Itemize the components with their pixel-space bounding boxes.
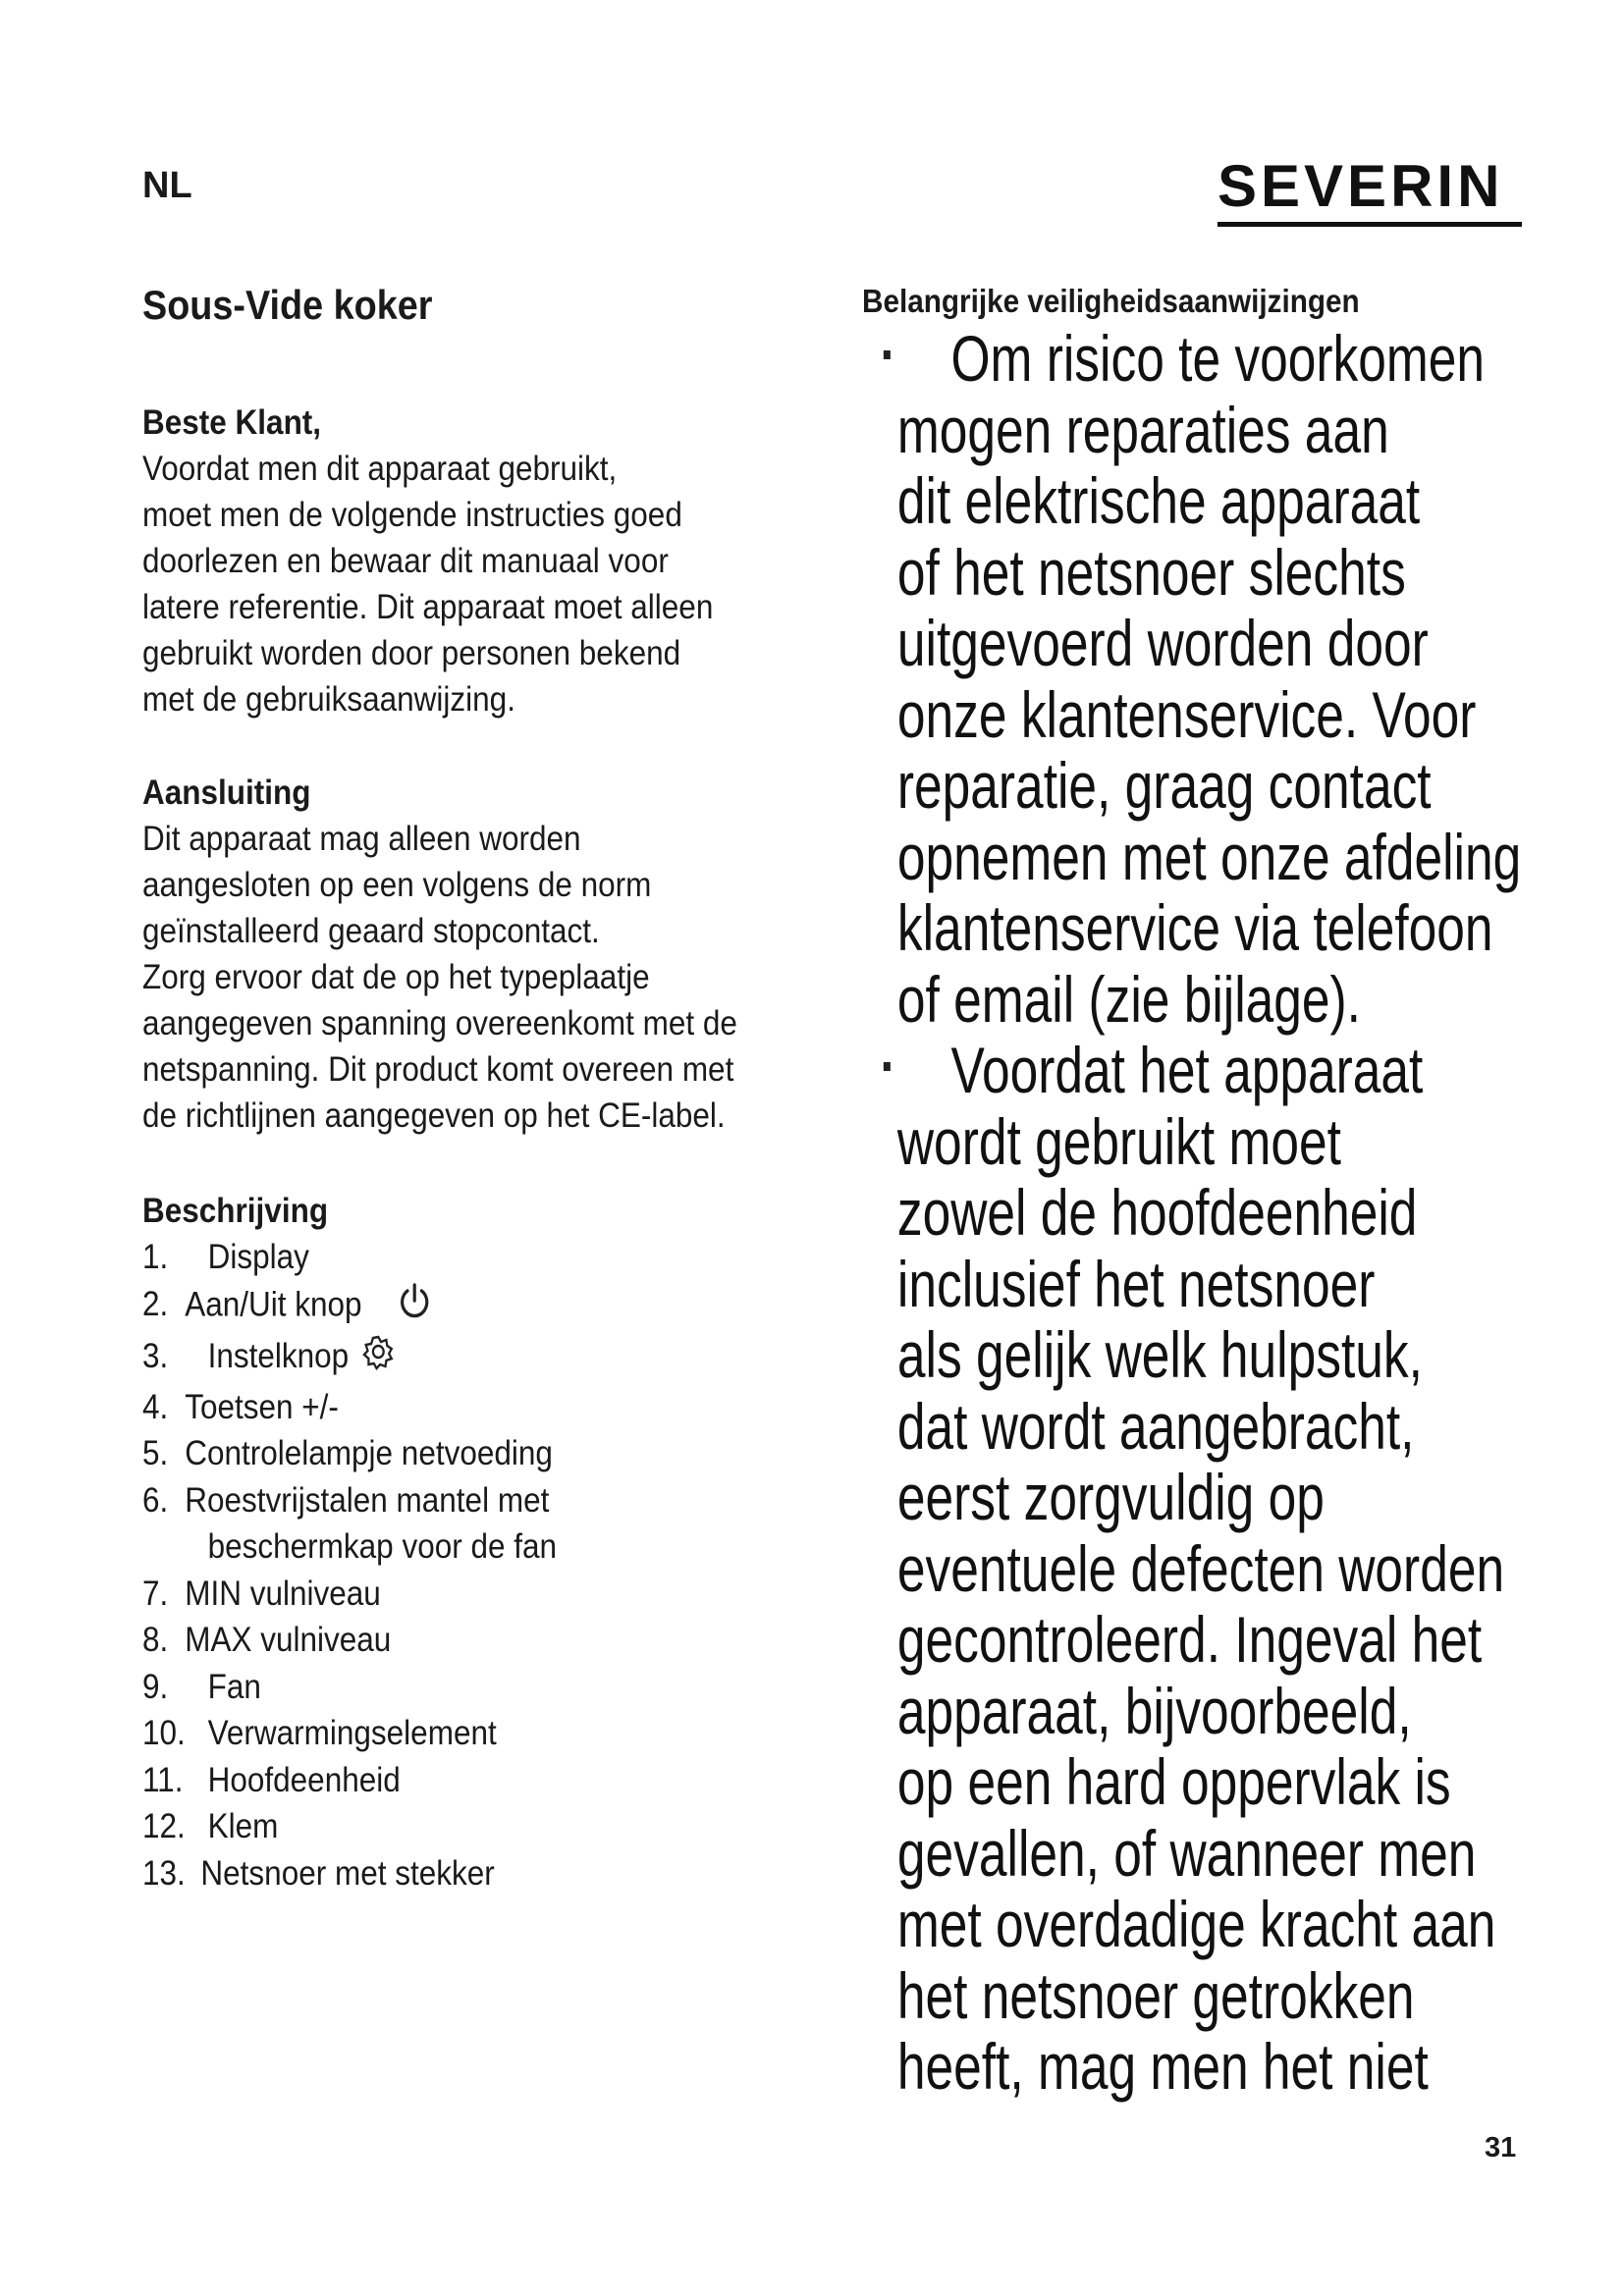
connection-line: Zorg ervoor dat de op het typeplaatje xyxy=(142,958,650,996)
item-number: 10. xyxy=(142,1714,186,1752)
connection-section xyxy=(142,770,830,1139)
safety-bullet xyxy=(862,1035,1549,2103)
item-label: Controlelampje netvoeding xyxy=(185,1434,553,1472)
parts-list xyxy=(142,1234,830,1896)
list-item xyxy=(142,1571,761,1618)
item-number: 11. xyxy=(142,1760,184,1799)
language-code: NL xyxy=(142,165,192,206)
intro-line: doorlezen en bewaar dit manuaal voor xyxy=(142,542,669,580)
list-item-continuation xyxy=(142,1523,761,1571)
right-column xyxy=(862,280,1549,2103)
safety-line: op een hard oppervlak is xyxy=(896,1745,1451,1818)
brand-name: SEVERIN xyxy=(1218,153,1504,219)
safety-line xyxy=(862,322,1486,395)
safety-line: dat wordt aangebracht, xyxy=(896,1389,1415,1463)
description-section xyxy=(142,1188,830,1896)
gear-icon xyxy=(361,1332,397,1384)
intro-line: met de gebruiksaanwijzing. xyxy=(142,680,515,719)
list-item xyxy=(142,1664,761,1711)
safety-line-text: Om risico te voorkomen xyxy=(950,322,1486,395)
list-item xyxy=(142,1384,761,1431)
bullet-icon xyxy=(884,350,891,359)
connection-line: Dit apparaat mag alleen worden xyxy=(142,820,581,858)
item-number: 6. xyxy=(142,1480,169,1520)
safety-line: gevallen, of wanneer men xyxy=(896,1816,1477,1890)
item-number: 8. xyxy=(142,1621,169,1659)
list-item xyxy=(142,1710,761,1757)
connection-line: netspanning. Dit product komt overeen met xyxy=(142,1050,734,1089)
safety-line: eerst zorgvuldig op xyxy=(896,1461,1325,1533)
list-item xyxy=(142,1477,761,1524)
list-item xyxy=(142,1617,761,1664)
item-label: Display xyxy=(207,1238,309,1276)
item-label: Roestvrijstalen mantel met xyxy=(185,1480,550,1520)
intro-line: Voordat men dit apparaat gebruikt, xyxy=(142,450,618,488)
safety-line: zowel de hoofdeenheid xyxy=(896,1176,1418,1249)
item-label: Hoofdeenheid xyxy=(207,1760,401,1799)
safety-line: uitgevoerd worden door xyxy=(896,607,1429,679)
page-number: 31 xyxy=(1485,2132,1517,2163)
intro-heading: Beste Klant, xyxy=(142,403,322,442)
connection-line: de richtlijnen aangegeven op het CE-label. xyxy=(142,1096,726,1135)
safety-line xyxy=(862,1034,1424,1106)
safety-line: met overdadige kracht aan xyxy=(896,1888,1496,1960)
safety-line: gecontroleerd. Ingeval het xyxy=(896,1603,1483,1676)
brand-underline xyxy=(1218,222,1522,227)
list-item xyxy=(142,1281,761,1333)
intro-line: latere referentie. Dit apparaat moet alleen xyxy=(142,588,714,626)
safety-line: of email (zie bijlage). xyxy=(896,962,1361,1036)
list-item xyxy=(142,1234,761,1281)
safety-line: apparaat, bijvoorbeeld, xyxy=(896,1674,1412,1747)
list-item xyxy=(142,1332,761,1384)
bullet-icon xyxy=(884,1062,891,1071)
safety-line: eventuele defecten worden xyxy=(896,1531,1505,1605)
item-label: Netsnoer met stekker xyxy=(200,1853,495,1893)
connection-line: geïnstalleerd geaard stopcontact. xyxy=(142,912,600,950)
intro-line: moet men de volgende instructies goed xyxy=(142,496,682,534)
intro-section xyxy=(142,400,830,722)
intro-line: gebruikt worden door personen bekend xyxy=(142,634,681,672)
brand-logo xyxy=(1218,153,1522,227)
safety-line: heeft, mag men het niet xyxy=(896,2030,1429,2103)
safety-line: onze klantenservice. Voor xyxy=(896,677,1477,751)
safety-line: mogen reparaties aan xyxy=(896,393,1389,466)
safety-line-text: Voordat het apparaat xyxy=(950,1034,1424,1106)
safety-line: opnemen met onze afdeling xyxy=(896,820,1522,893)
item-number: 9. xyxy=(142,1667,169,1706)
item-number: 2. xyxy=(142,1285,169,1323)
safety-line: klantenservice via telefoon xyxy=(896,891,1493,964)
item-label: Toetsen +/- xyxy=(185,1387,339,1426)
item-label: Instelknop xyxy=(207,1336,350,1375)
connection-line: aangegeven spanning overeenkomt met de xyxy=(142,1004,737,1042)
safety-line: of het netsnoer slechts xyxy=(896,535,1406,609)
safety-line: het netsnoer getrokken xyxy=(896,1958,1415,2032)
item-label-continued: beschermkap voor de fan xyxy=(207,1527,558,1566)
connection-heading: Aansluiting xyxy=(142,774,311,812)
list-item xyxy=(142,1757,761,1804)
safety-line: inclusief het netsnoer xyxy=(896,1247,1376,1320)
list-item xyxy=(142,1803,761,1850)
left-column xyxy=(142,280,830,1896)
item-number: 13. xyxy=(142,1853,186,1893)
safety-bullet xyxy=(862,323,1549,1035)
list-item xyxy=(142,1430,761,1477)
item-label: MIN vulniveau xyxy=(185,1574,381,1613)
item-number: 12. xyxy=(142,1807,186,1845)
item-label: MAX vulniveau xyxy=(185,1621,392,1659)
item-label: Fan xyxy=(207,1667,261,1706)
item-number: 5. xyxy=(142,1434,169,1472)
item-label: Klem xyxy=(207,1807,279,1845)
item-number: 3. xyxy=(142,1336,169,1375)
list-item xyxy=(142,1850,761,1897)
item-label: Aan/Uit knop xyxy=(185,1285,362,1323)
item-number: 7. xyxy=(142,1574,169,1613)
item-label: Verwarmingselement xyxy=(207,1714,497,1752)
safety-line: reparatie, graag contact xyxy=(896,749,1432,822)
connection-line: aangesloten op een volgens de norm xyxy=(142,866,652,904)
safety-line: als gelijk welk hulpstuk, xyxy=(896,1318,1423,1391)
safety-line: dit elektrische apparaat xyxy=(896,464,1421,537)
item-number: 4. xyxy=(142,1387,169,1426)
power-icon xyxy=(397,1281,432,1333)
page-title: Sous-Vide koker xyxy=(142,282,433,328)
item-number: 1. xyxy=(142,1238,169,1276)
safety-heading: Belangrijke veiligheidsaanwijzingen xyxy=(862,283,1360,319)
description-heading: Beschrijving xyxy=(142,1192,329,1230)
safety-line: wordt gebruikt moet xyxy=(896,1104,1341,1178)
